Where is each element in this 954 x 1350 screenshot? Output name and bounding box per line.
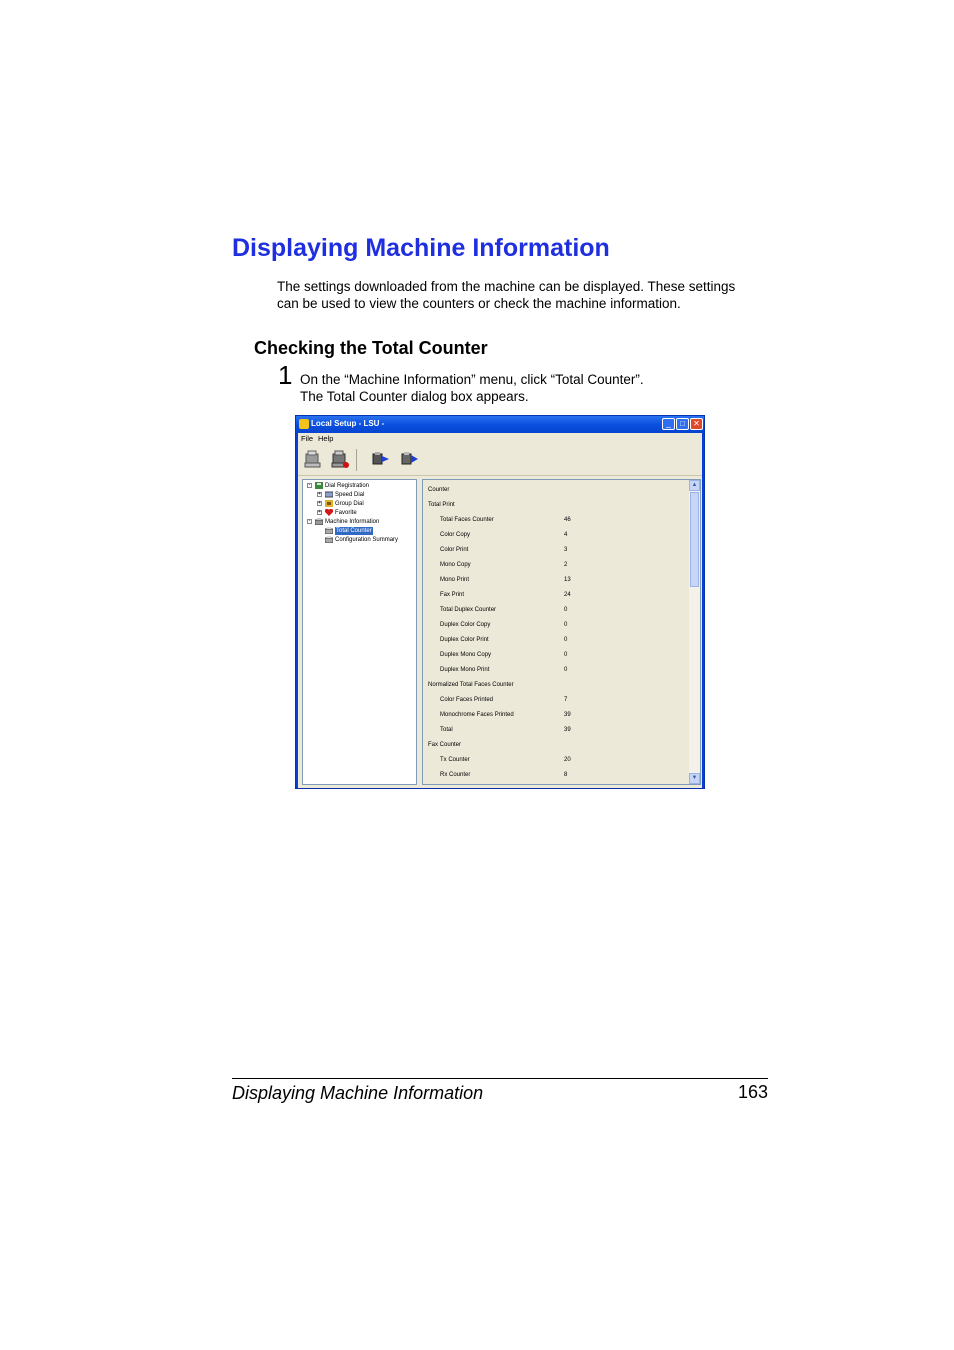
tree-label: Total Counter <box>336 528 372 534</box>
step-line: The Total Counter dialog box appears. <box>300 389 529 404</box>
counter-row <box>423 621 688 629</box>
counter-value: 3 <box>564 547 568 553</box>
counter-row <box>423 666 688 674</box>
counter-panel <box>422 479 701 785</box>
scroll-down-icon[interactable]: ▼ <box>689 773 700 784</box>
intro-line: can be used to view the counters or check the machine information. <box>277 296 681 311</box>
counter-row <box>423 501 688 509</box>
counter-label: Duplex Color Print <box>440 637 489 643</box>
page-title: Displaying Machine Information <box>232 234 610 262</box>
counter-row <box>423 561 688 569</box>
counter-value: 0 <box>564 667 568 673</box>
toolbar <box>298 445 702 476</box>
group-dial-icon <box>325 500 333 507</box>
counter-label: Total <box>440 727 453 733</box>
counter-value: 0 <box>564 622 568 628</box>
tree-label: Dial Registration <box>325 483 370 489</box>
counter-label: Color Faces Printed <box>440 697 494 703</box>
close-button[interactable]: ✕ <box>690 418 703 430</box>
counter-value: 8 <box>564 772 568 778</box>
scroll-up-icon[interactable]: ▲ <box>689 480 700 491</box>
step-line: On the “Machine Information” menu, click “Total Counter”. <box>300 372 644 387</box>
counter-label: Total Faces Counter <box>440 517 494 523</box>
counter-label: Rx Counter <box>440 772 471 778</box>
counter-label: Duplex Mono Copy <box>440 652 492 658</box>
counter-row <box>423 606 688 614</box>
window-title: Local Setup - LSU - <box>311 419 385 428</box>
intro-paragraph <box>277 278 777 312</box>
scroll-thumb[interactable] <box>690 492 699 587</box>
counter-row <box>423 771 688 779</box>
footer-rule <box>232 1078 768 1079</box>
counter-row <box>423 696 688 704</box>
counter-row <box>423 546 688 554</box>
navigation-tree <box>302 479 417 785</box>
download-from-machine-icon[interactable] <box>303 448 325 470</box>
counter-value: 39 <box>564 727 571 733</box>
favorite-icon <box>325 509 333 516</box>
counter-value: 0 <box>564 607 568 613</box>
import-icon[interactable] <box>370 448 392 470</box>
counter-label: Duplex Color Copy <box>440 622 491 628</box>
counter-value: 4 <box>564 532 568 538</box>
counter-row <box>423 591 688 599</box>
machine-info-icon <box>315 518 323 525</box>
subsection-heading: Checking the Total Counter <box>254 338 488 358</box>
counter-row <box>423 726 688 734</box>
counter-label: Normalized Total Faces Counter <box>428 682 514 688</box>
vertical-scrollbar[interactable] <box>689 480 700 784</box>
counter-value: 0 <box>564 637 568 643</box>
phonebook-icon <box>315 482 323 489</box>
counter-row <box>423 711 688 719</box>
counter-label: Tx Counter <box>440 757 470 763</box>
summary-icon <box>325 536 333 543</box>
page-number: 163 <box>737 1082 768 1102</box>
counter-label: Total Duplex Counter <box>440 607 497 613</box>
window-titlebar[interactable] <box>296 416 704 433</box>
counter-label: Fax Print <box>440 592 465 598</box>
counter-row <box>423 651 688 659</box>
tree-expander[interactable]: - <box>308 518 311 524</box>
counter-label: Monochrome Faces Printed <box>440 712 514 718</box>
tree-label: Favorite <box>335 510 357 516</box>
tree-expander[interactable]: + <box>318 509 321 515</box>
counter-label: Color Copy <box>440 532 471 538</box>
counter-value: 24 <box>564 592 571 598</box>
counter-value: 39 <box>564 712 571 718</box>
step-number: 1 <box>278 360 293 390</box>
counter-label: Mono Print <box>440 577 470 583</box>
counter-row <box>423 531 688 539</box>
speed-dial-icon <box>325 491 333 498</box>
counter-label: Fax Counter <box>428 742 462 748</box>
tree-label: Group Dial <box>335 501 364 507</box>
intro-line: The settings downloaded from the machine can be displayed. These settings <box>277 279 736 294</box>
counter-label: Duplex Mono Print <box>440 667 490 673</box>
counter-value: 2 <box>564 562 568 568</box>
minimize-button[interactable]: _ <box>662 418 675 430</box>
local-setup-window <box>295 415 705 789</box>
tree-expander[interactable]: + <box>318 500 321 506</box>
counter-list <box>423 480 688 784</box>
counter-label: Mono Copy <box>440 562 471 568</box>
counter-icon <box>325 527 333 534</box>
window-client-area <box>298 433 702 788</box>
counter-row <box>423 516 688 524</box>
counter-label: Color Print <box>440 547 469 553</box>
maximize-button[interactable]: □ <box>676 418 689 430</box>
menu-file[interactable]: File <box>301 434 314 443</box>
export-icon[interactable] <box>399 448 421 470</box>
counter-row <box>423 681 688 689</box>
tree-expander[interactable]: + <box>318 491 321 497</box>
counter-row <box>423 756 688 764</box>
step-text <box>300 371 644 405</box>
counter-value: 46 <box>564 517 571 523</box>
counter-label: Counter <box>428 487 450 493</box>
tree-label: Machine Information <box>325 519 380 525</box>
counter-value: 0 <box>564 652 568 658</box>
counter-row <box>423 741 688 749</box>
counter-value: 13 <box>564 577 571 583</box>
tree-expander[interactable]: - <box>308 482 311 488</box>
app-icon <box>299 419 309 429</box>
counter-value: 7 <box>564 697 568 703</box>
upload-to-machine-icon[interactable] <box>329 448 351 470</box>
counter-value: 20 <box>564 757 571 763</box>
menu-help[interactable]: Help <box>318 434 334 443</box>
tree-label: Configuration Summary <box>335 537 399 543</box>
footer-section-title: Displaying Machine Information <box>232 1083 484 1103</box>
counter-row <box>423 636 688 644</box>
counter-row <box>423 486 688 494</box>
tree-label: Speed Dial <box>335 492 365 498</box>
counter-row <box>423 576 688 584</box>
toolbar-separator <box>356 449 357 471</box>
menu-bar <box>298 433 702 444</box>
counter-label: Total Print <box>428 502 455 508</box>
